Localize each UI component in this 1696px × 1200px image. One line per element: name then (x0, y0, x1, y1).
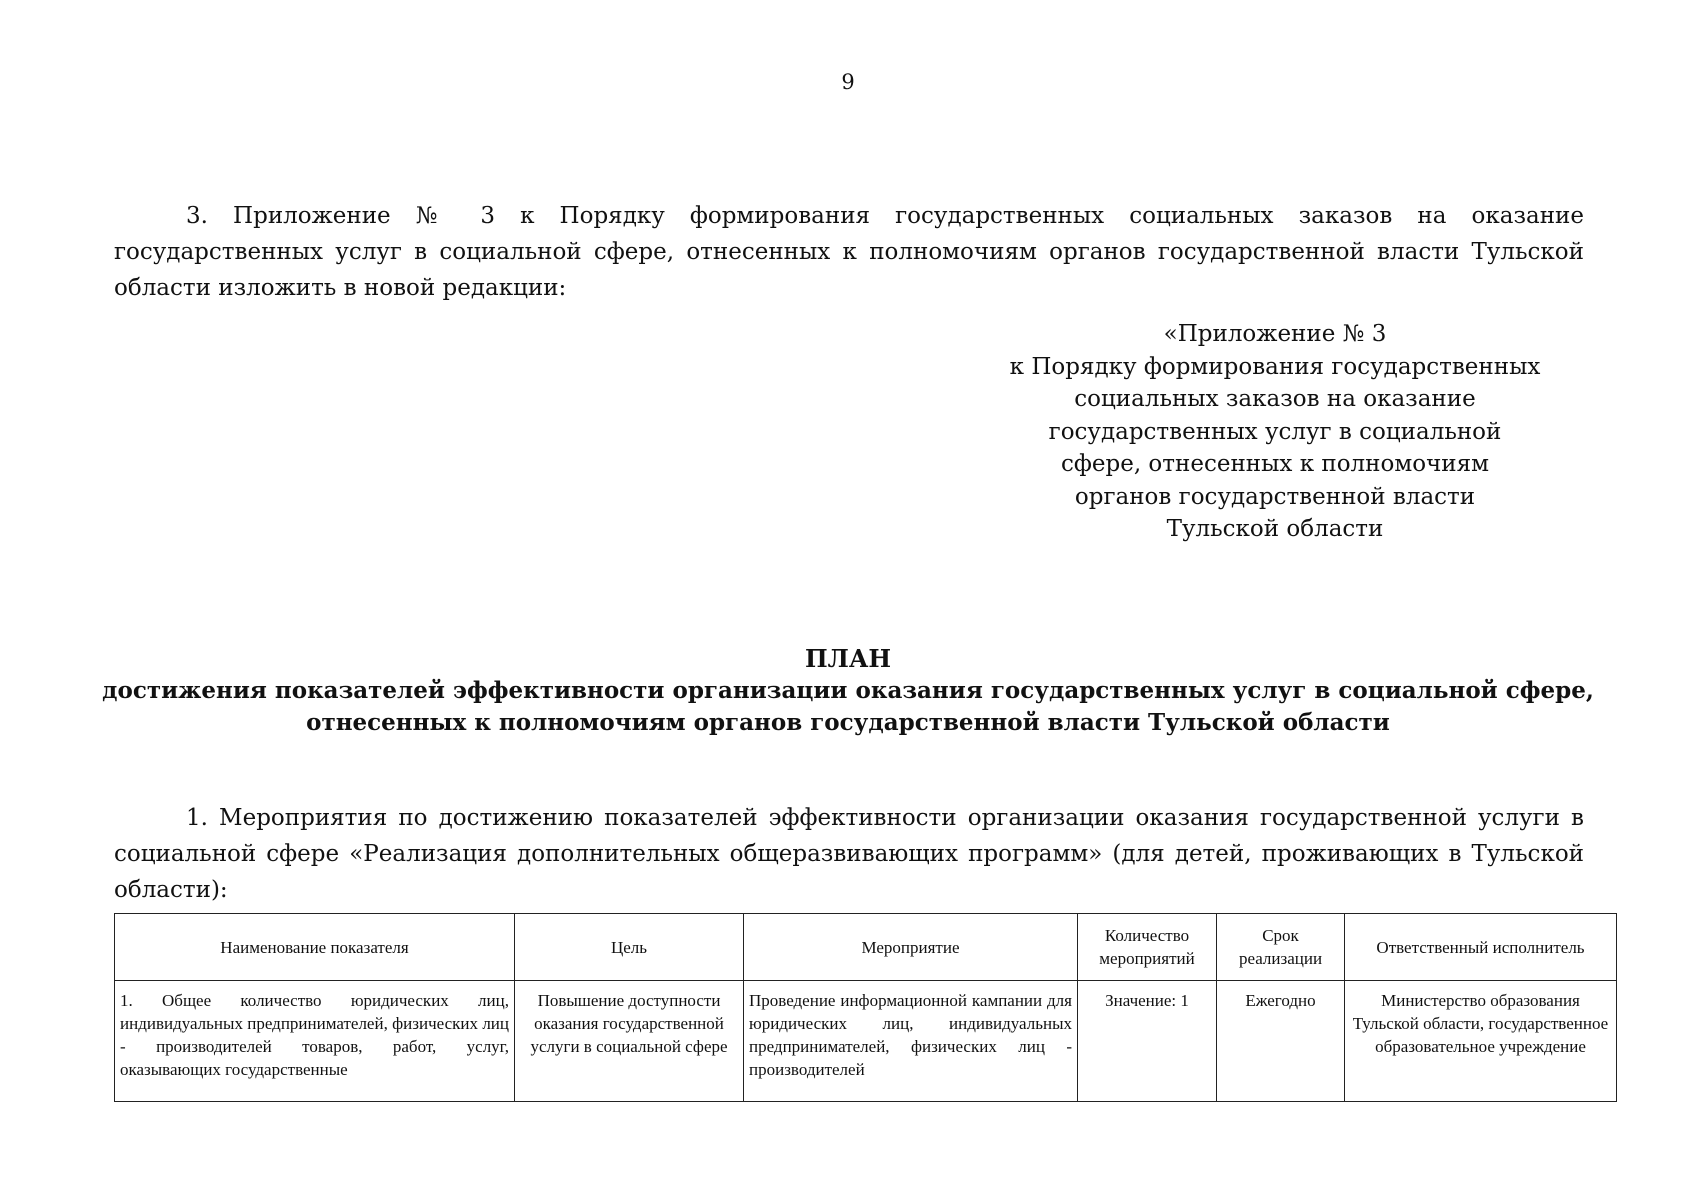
goal-text: Повышение доступности оказания государственной услуги в социальной сфере (530, 991, 728, 1056)
appendix-header-line: государственных услуг в социальной (1048, 418, 1502, 445)
column-header: Количество мероприятий (1078, 914, 1217, 981)
column-header: Наименование показателя (115, 914, 515, 981)
page-number: 9 (841, 70, 855, 94)
count-cell (1078, 981, 1217, 1102)
executor-text: Министерство образования Тульской области, государственное образовательное учреждение (1352, 991, 1609, 1056)
column-header: Ответственный исполнитель (1345, 914, 1617, 981)
executor-cell (1345, 981, 1617, 1102)
period-text: Ежегодно (1245, 991, 1316, 1010)
activity-text: Проведение информационной кампании для юридических лиц, индивидуальных предпринимателей, физических лиц - производителей (749, 991, 1072, 1079)
column-header: Цель (515, 914, 744, 981)
plan-title: ПЛАН (804, 644, 892, 673)
amendment-paragraph: 3. Приложение № 3 к Порядку формирования государственных социальных заказов на оказание государственных услуг в социальной сфере, отнесенных к полномочиям органов государственной власти Тульской области изложить в новой редакции: (114, 203, 1584, 301)
appendix-header-line: сфере, отнесенных к полномочиям (1060, 451, 1490, 477)
indicators-table (114, 913, 1617, 1102)
appendix-header (955, 318, 1595, 546)
table-header-row (115, 914, 1617, 981)
column-header: Срок реализации (1217, 914, 1345, 981)
goal-cell (515, 981, 744, 1102)
plan-subtitle-line: достижения показателей эффективности организации оказания государственных услуг в социальной сфере, (102, 677, 1594, 704)
appendix-header-line: к Порядку формирования государственных (1009, 353, 1541, 380)
appendix-header-line: органов государственной власти (1074, 483, 1476, 510)
plan-subtitle-line: отнесенных к полномочиям органов государственной власти Тульской области (306, 709, 1390, 736)
appendix-header-line: социальных заказов на оказание (1074, 386, 1476, 412)
appendix-header-line: «Приложение № 3 (1163, 321, 1387, 347)
plan-heading (0, 643, 1696, 739)
indicator-text: 1. Общее количество юридических лиц, индивидуальных предпринимателей, физических лиц - производителей товаров, работ, услуг, оказывающих государственные (120, 991, 509, 1079)
item-paragraph: 1. Мероприятия по достижению показателей эффективности организации оказания государственной услуги в социальной сфере «Реализация дополнительных общеразвивающих программ» (для детей, проживающих в Тульской области): (114, 805, 1584, 903)
count-text: Значение: 1 (1105, 991, 1189, 1010)
appendix-header-line: Тульской области (1166, 516, 1384, 542)
indicator-cell (115, 981, 515, 1102)
period-cell (1217, 981, 1345, 1102)
table-row (115, 981, 1617, 1102)
activity-cell (744, 981, 1078, 1102)
column-header: Мероприятие (744, 914, 1078, 981)
